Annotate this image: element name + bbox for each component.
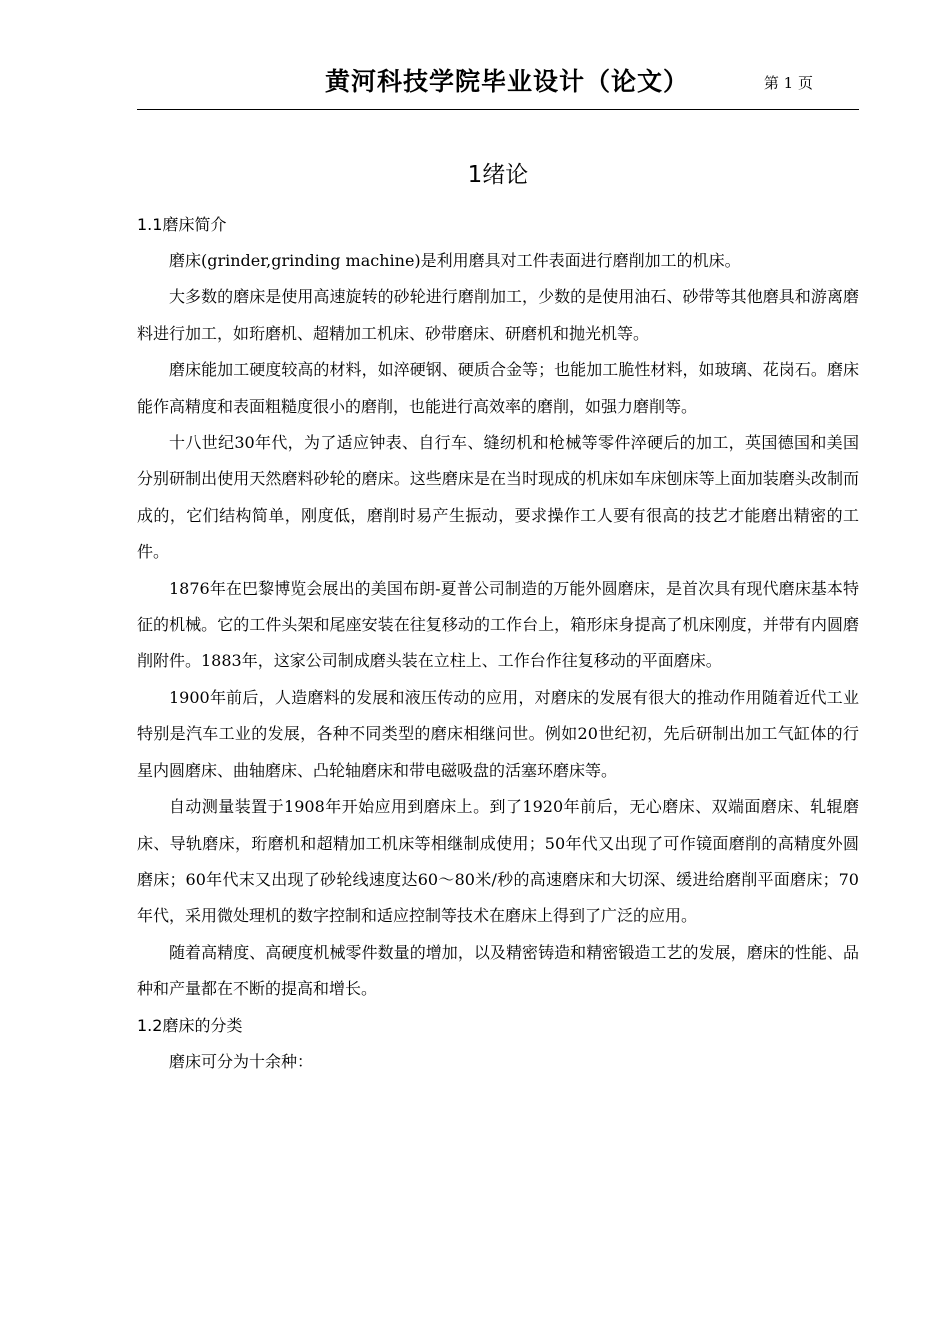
paragraph: 随着高精度、高硬度机械零件数量的增加，以及精密铸造和精密锻造工艺的发展，磨床的性能、品种和产量都在不断的提高和增长。 [137,942,859,999]
body-content [137,207,859,1080]
paragraph: 磨床可分为十余种： [169,1051,314,1071]
paragraph: 磨床能加工硬度较高的材料，如淬硬钢、硬质合金等；也能加工脆性材料，如玻璃、花岗石。磨床能作高精度和表面粗糙度很小的磨削，也能进行高效率的磨削，如强力磨削等。 [137,360,859,416]
section-introduction [137,207,859,1008]
paragraph: 大多数的磨床是使用高速旋转的砂轮进行磨削加工，少数的是使用油石、砂带等其他磨具和游离磨料进行加工，如珩磨机、超精加工机床、砂带磨床、研磨机和抛光机等。 [137,287,859,343]
header-title: 黄河科技学院毕业设计（论文） [325,67,690,96]
chapter-title: 1绪论 [467,162,529,188]
section-title: 1.1磨床简介 [137,215,227,234]
paragraph: 自动测量装置于1908年开始应用到磨床上。到了1920年前后，无心磨床、双端面磨床、轧辊磨床、导轨磨床，珩磨机和超精加工机床等相继制成使用；50年代又出现了可作镜面磨削的高精度外圆磨床；60年代末又出现了砂轮线速度达60～80米/秒的高速磨床和大切深、缓进给磨削平面磨床；70年代，采用微处理机的数字控制和适应控制等技术在磨床上得到了广泛的应用。 [137,797,859,926]
header-rule [137,109,859,110]
header-page-number: 第 1 页 [763,74,813,92]
section-classification [137,1008,859,1080]
page-header [137,62,859,102]
paragraph: 磨床(grinder,grinding machine)是利用磨具对工件表面进行磨削加工的机床。 [169,251,741,270]
paragraph: 1876年在巴黎博览会展出的美国布朗-夏普公司制造的万能外圆磨床，是首次具有现代磨床基本特征的机械。它的工件头架和尾座安装在往复移动的工作台上，箱形床身提高了机床刚度，并带有内圆磨削附件。1883年，这家公司制成磨头装在立柱上、工作台作往复移动的平面磨床。 [137,578,859,671]
paragraph: 十八世纪30年代，为了适应钟表、自行车、缝纫机和枪械等零件淬硬后的加工，英国德国和美国分别研制出使用天然磨料砂轮的磨床。这些磨床是在当时现成的机床如车床刨床等上面加装磨头改制而成的，它们结构简单，刚度低，磨削时易产生振动，要求操作工人要有很高的技艺才能磨出精密的工件。 [137,433,859,562]
paragraph: 1900年前后，人造磨料的发展和液压传动的应用，对磨床的发展有很大的推动作用随着近代工业特别是汽车工业的发展，各种不同类型的磨床相继问世。例如20世纪初，先后研制出加工气缸体的行星内圆磨床、曲轴磨床、凸轮轴磨床和带电磁吸盘的活塞环磨床等。 [137,687,859,780]
section-title: 1.2磨床的分类 [137,1015,243,1035]
